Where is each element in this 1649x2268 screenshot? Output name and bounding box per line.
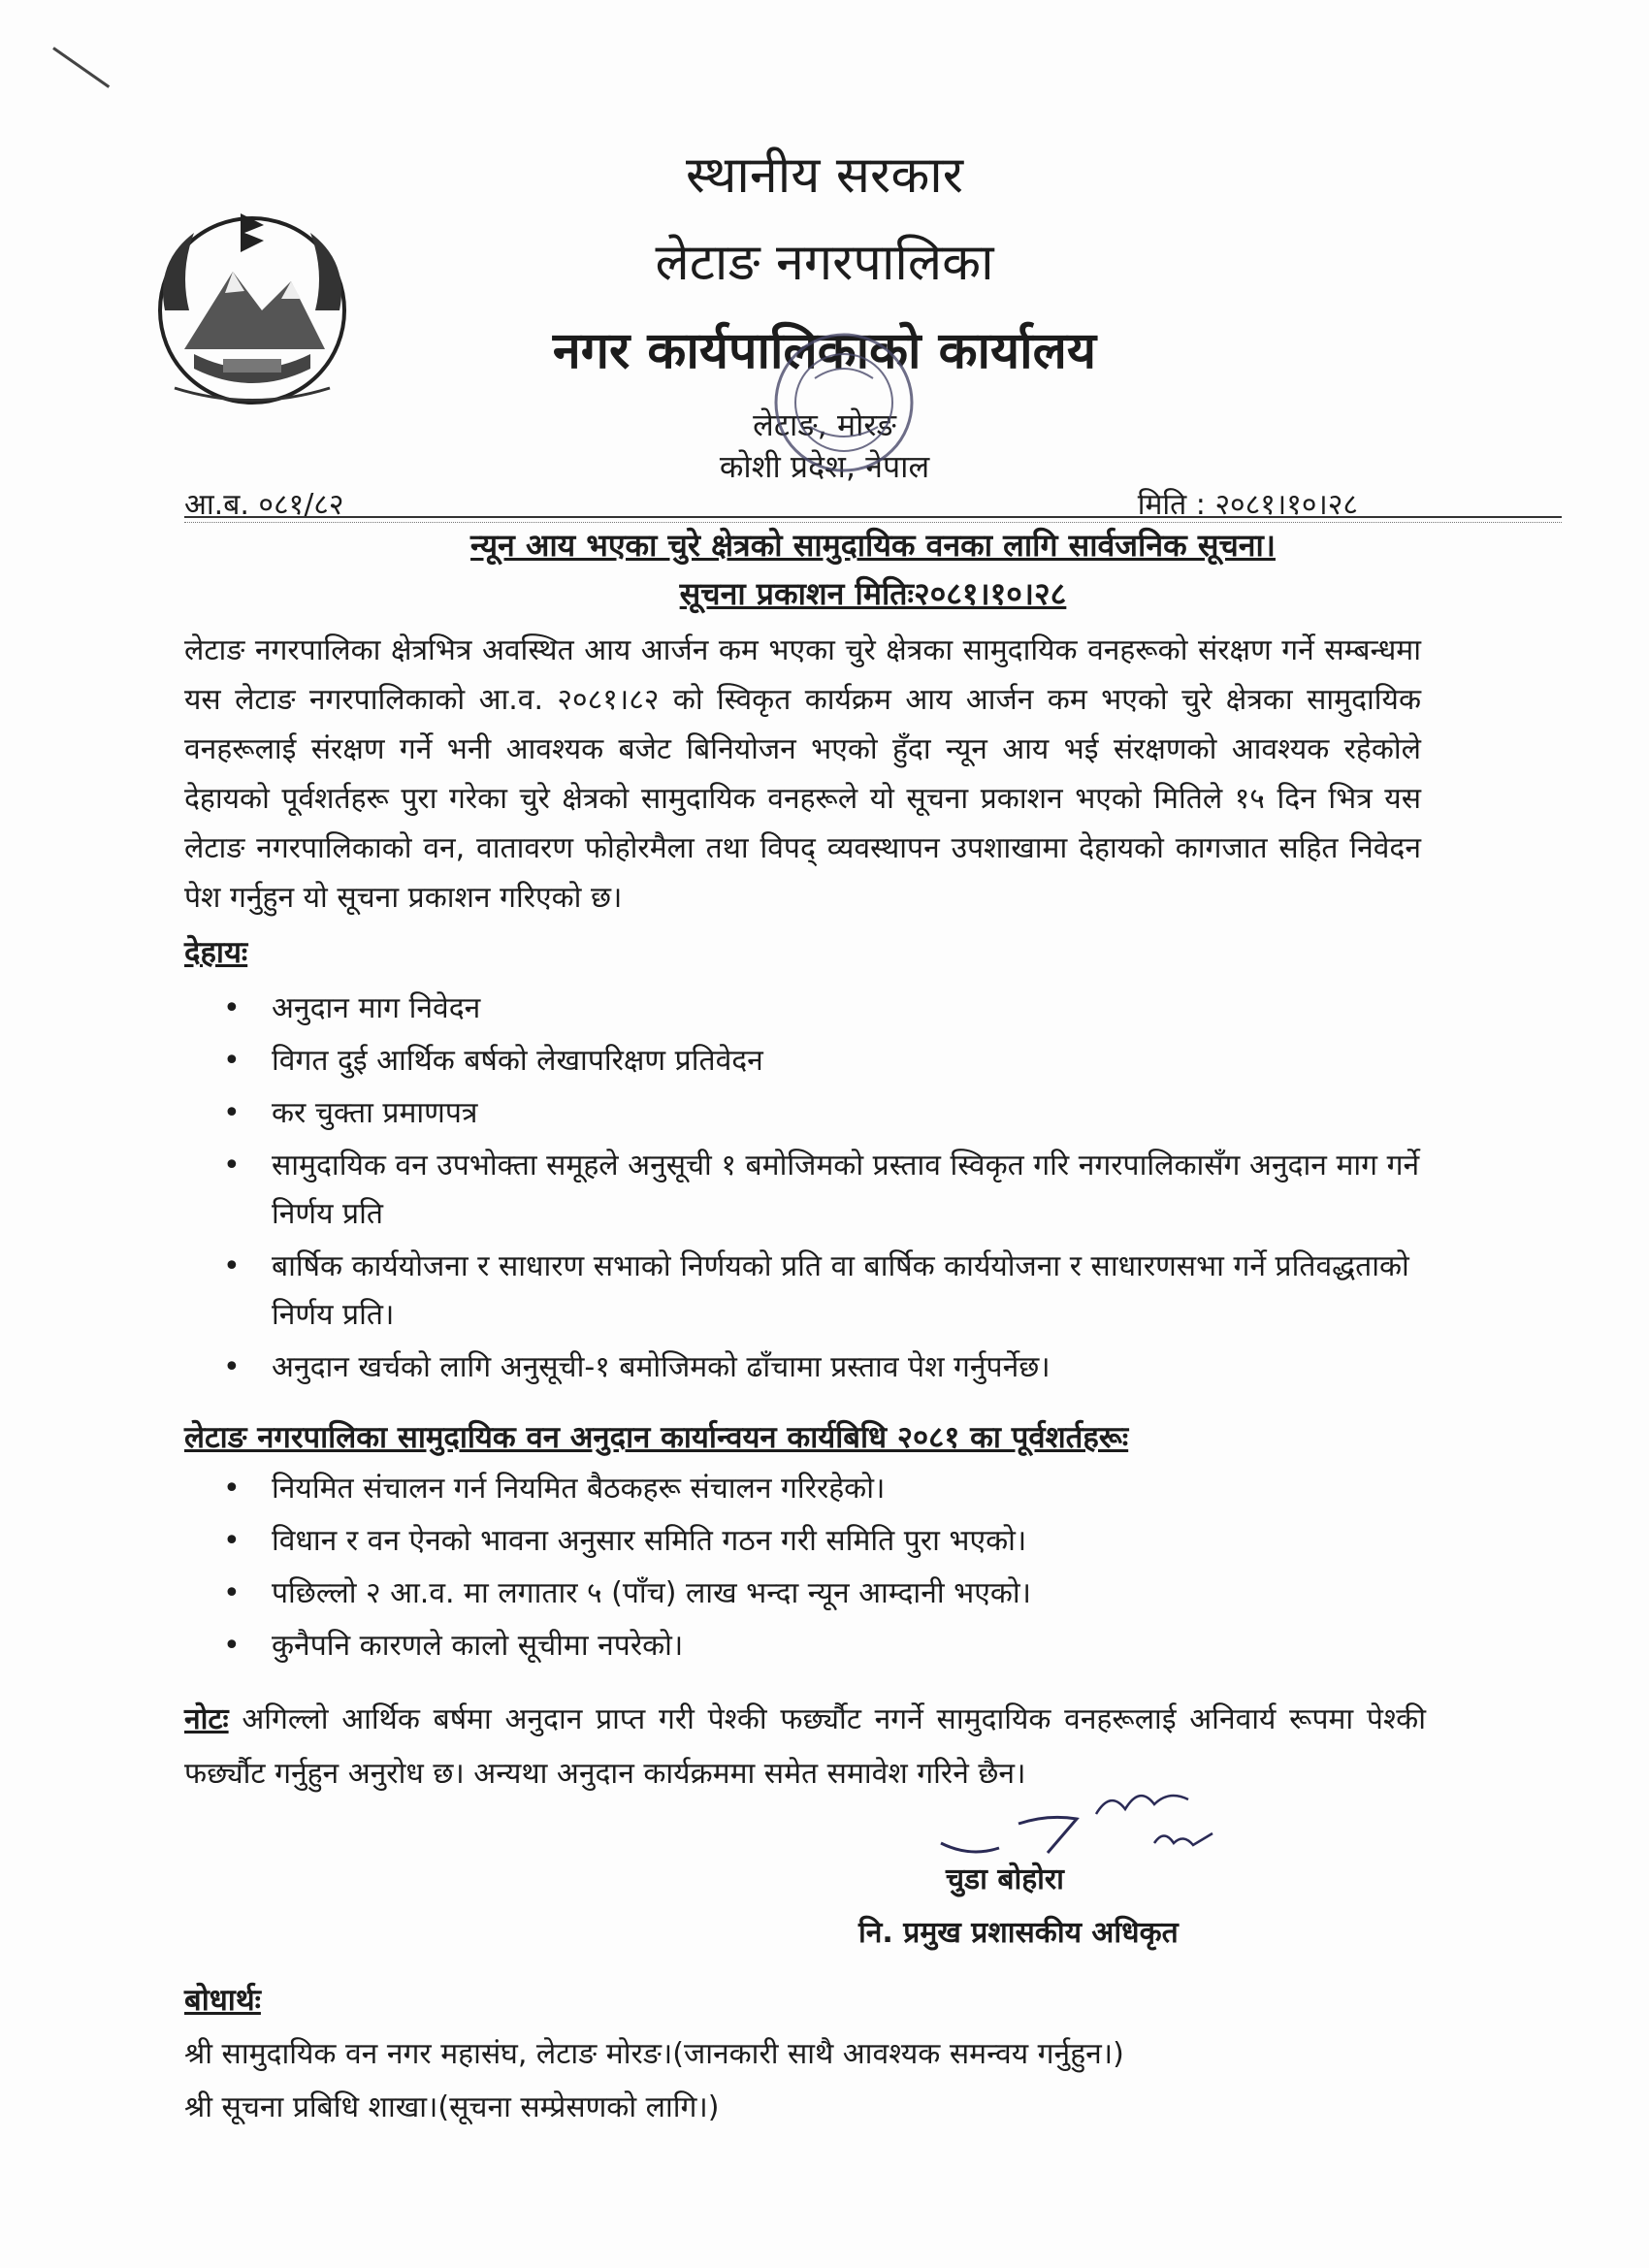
note-text: अगिल्लो आर्थिक बर्षमा अनुदान प्राप्त गरी पेश्की फर्छ्यौट नगर्ने सामुदायिक वनहरूलाई अनिवार्य रूपमा पेश्की फर्छ्यौट गर्नुहुन अनुरोध छ। अन्यथा अनुदान कार्यक्रममा समेत समावेश गरिने छैन। — [184, 1702, 1426, 1791]
list-item: • कुनैपनि कारणले कालो सूचीमा नपरेको। — [223, 1622, 1426, 1670]
signatory-name: चुडा बोहोरा — [946, 1863, 1064, 1896]
government-emblem-icon — [136, 204, 369, 417]
signatory-title: नि. प्रमुख प्रशासकीय अधिकृत — [858, 1916, 1179, 1950]
issue-date: मिति : २०८१।१०।२८ — [1137, 488, 1358, 522]
header-municipality: लेटाङ नगरपालिका — [655, 234, 994, 293]
list-item: • कर चुक्ता प्रमाणपत्र — [223, 1089, 1426, 1138]
header-address: लेटाङ, मोरङ — [753, 406, 896, 444]
list-item: • नियमित संचालन गर्न नियमित बैठकहरू संचालन गरिरहेको। — [223, 1465, 1426, 1513]
list-item: • पछिल्लो २ आ.व. मा लगातार ५ (पाँच) लाख भन्दा न्यून आम्दानी भएको। — [223, 1570, 1426, 1618]
header-office: नगर कार्यपालिकाको कार्यालय — [552, 321, 1097, 380]
cc-line: श्री सामुदायिक वन नगर महासंघ, लेटाङ मोरङ।(जानकारी साथै आवश्यक समन्वय गर्नुहुन।) — [184, 2037, 1124, 2071]
header-government-level: स्थानीय सरकार — [686, 146, 963, 205]
list-item: • सामुदायिक वन उपभोक्ता समूहले अनुसूची १ बमोजिमको प्रस्ताव स्विकृत गरि नगरपालिकासँग अनुदान माग गर्ने निर्णय प्रति — [223, 1142, 1426, 1239]
office-stamp-icon — [747, 320, 941, 485]
header-divider-dotted — [184, 522, 1562, 523]
list-item: • बार्षिक कार्ययोजना र साधारण सभाको निर्णयको प्रति वा बार्षिक कार्ययोजना र साधारणसभा गर्ने प्रतिवद्धताको निर्णय प्रति। — [223, 1243, 1426, 1340]
corner-staple-mark — [52, 47, 110, 88]
header-province: कोशी प्रदेश, नेपाल — [719, 447, 930, 485]
list-item: • अनुदान खर्चको लागि अनुसूची-१ बमोजिमको ढाँचामा प्रस्ताव पेश गर्नुपर्नेछ। — [223, 1344, 1426, 1392]
note-label: नोटः — [184, 1702, 229, 1736]
documents-heading: देहायः — [184, 935, 248, 970]
fiscal-year-ref: आ.ब. ०८१/८२ — [184, 488, 344, 522]
list-item: • विधान र वन ऐनको भावना अनुसार समिति गठन गरी समिति पुरा भएको। — [223, 1517, 1426, 1566]
documents-list — [223, 985, 1426, 1396]
list-item: • विगत दुई आर्थिक बर्षको लेखापरिक्षण प्रतिवेदन — [223, 1037, 1426, 1085]
notice-body: लेटाङ नगरपालिका क्षेत्रभित्र अवस्थित आय आर्जन कम भएका चुरे क्षेत्रका सामुदायिक वनहरूको संरक्षण गर्ने सम्बन्धमा यस लेटाङ नगरपालिकाको आ.व. २०८१।८२ को स्विकृत कार्यक्रम आय आर्जन कम भएको चुरे क्षेत्रका सामुदायिक वनहरूलाई संरक्षण गर्ने भनी आवश्यक बजेट बिनियोजन भएको हुँदा न्यून आय भई संरक्षणको आवश्यक रहेकोले देहायको पूर्वशर्तहरू पुरा गरेका चुरे क्षेत्रको सामुदायिक वनहरूले यो सूचना प्रकाशन भएको मितिले १५ दिन भित्र यस लेटाङ नगरपालिकाको वन, वातावरण फोहोरमैला तथा विपद् व्यवस्थापन उपशाखामा देहायको कागजात सहित निवेदन पेश गर्नुहुन यो सूचना प्रकाशन गरिएको छ। — [184, 633, 1421, 915]
header-divider — [184, 516, 1562, 518]
cc-heading: बोधार्थः — [184, 1983, 261, 2018]
conditions-heading: लेटाङ नगरपालिका सामुदायिक वन अनुदान कार्यान्वयन कार्यबिधि २०८१ का पूर्वशर्तहरूः — [184, 1420, 1129, 1455]
cc-line: श्री सूचना प्रबिधि शाखा।(सूचना सम्प्रेसणको लागि।) — [184, 2090, 720, 2124]
conditions-list — [223, 1465, 1426, 1674]
list-item: • अनुदान माग निवेदन — [223, 985, 1426, 1033]
notice-publish-date: सूचना प्रकाशन मितिः२०८१।१०।२८ — [679, 575, 1067, 612]
notice-title: न्यून आय भएका चुरे क्षेत्रको सामुदायिक वनका लागि सार्वजनिक सूचना। — [470, 527, 1276, 564]
